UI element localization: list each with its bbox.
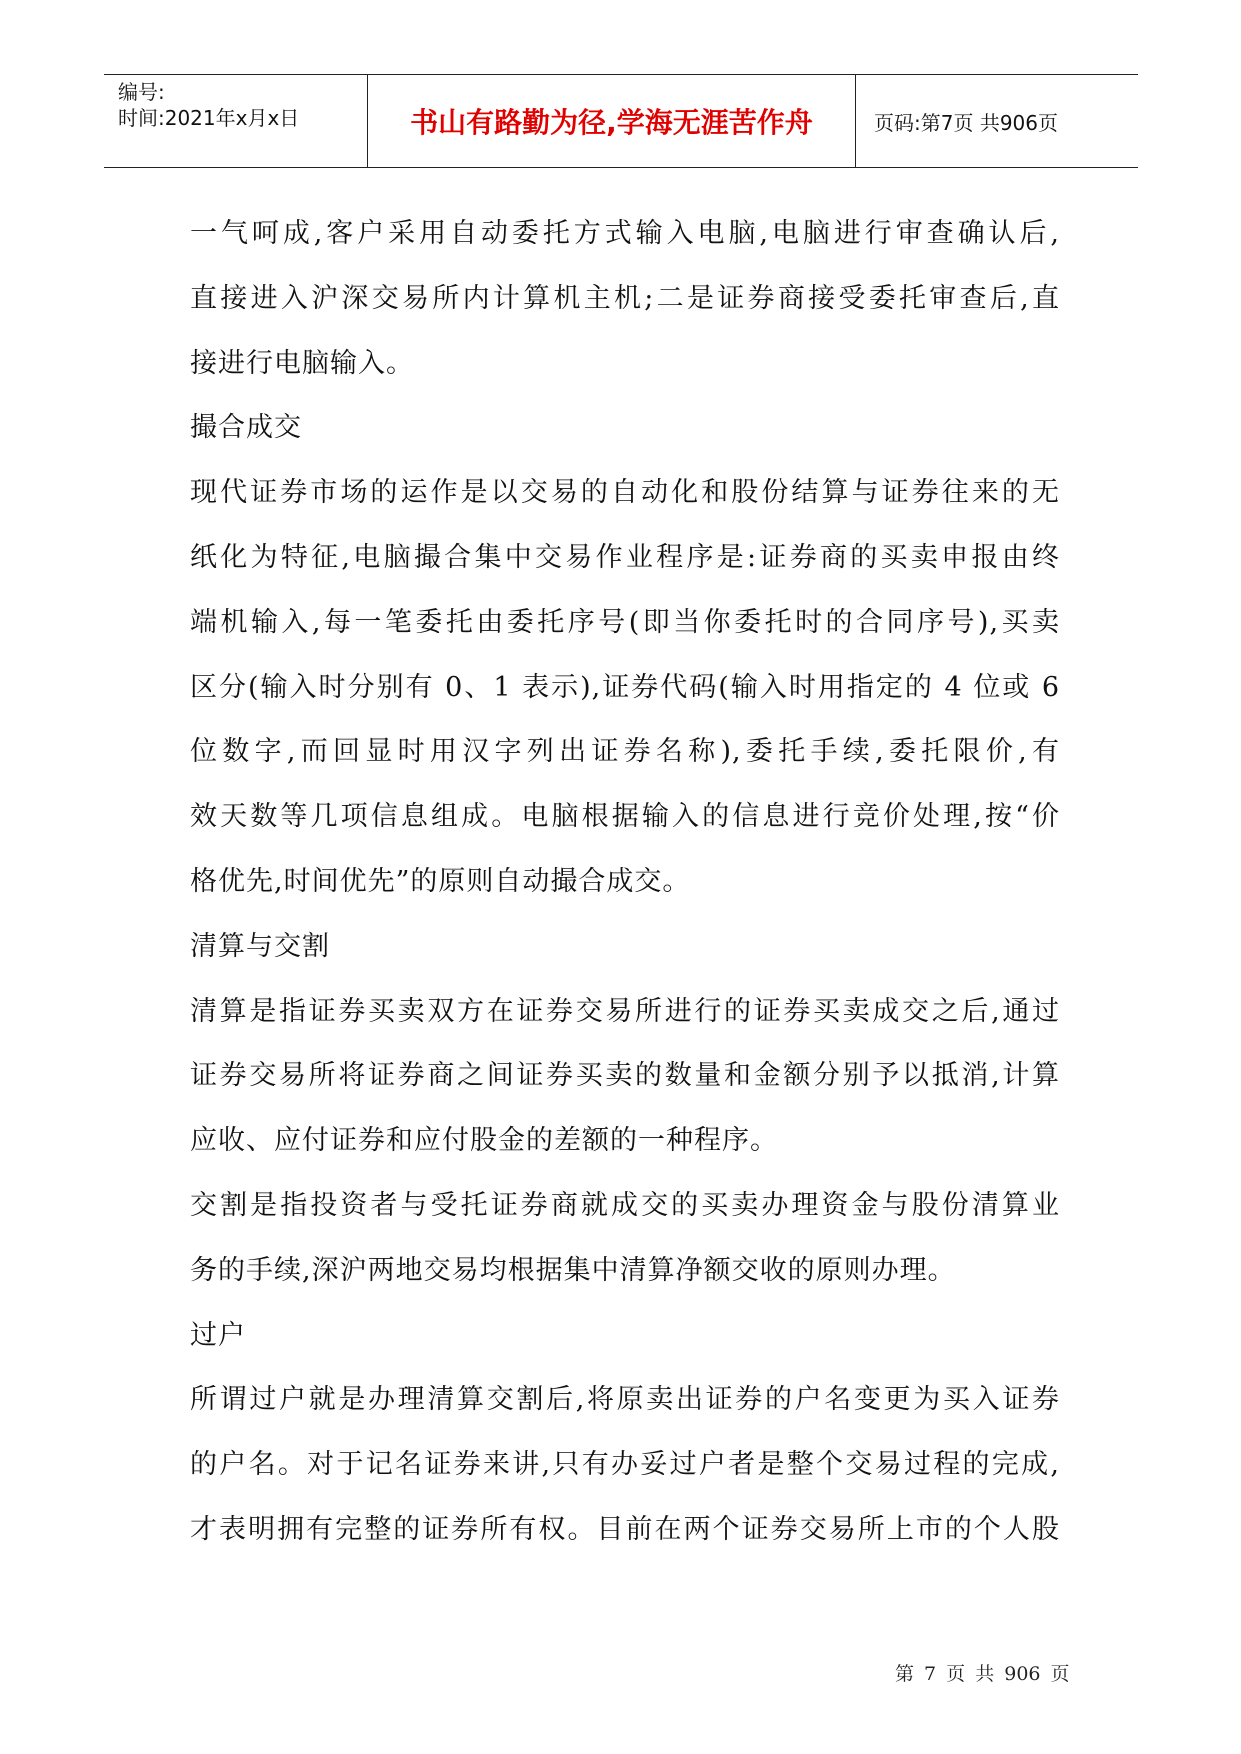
document-body [190, 202, 1060, 1563]
body-line: 直接进入沪深交易所内计算机主机;二是证券商接受委托审查后,直 [190, 282, 1060, 314]
header-page-info: 页码:第7页 共906页 [874, 110, 1058, 135]
body-line: 才表明拥有完整的证券所有权。目前在两个证券交易所上市的个人股 [190, 1513, 1060, 1545]
section-heading: 撮合成交 [190, 412, 302, 444]
body-line: 清算是指证券买卖双方在证券交易所进行的证券买卖成交之后,通过 [190, 995, 1060, 1027]
body-line: 端机输入,每一笔委托由委托序号(即当你委托时的合同序号),买卖 [190, 606, 1060, 638]
body-line: 接进行电脑输入。 [190, 347, 414, 379]
body-line: 纸化为特征,电脑撮合集中交易作业程序是:证券商的买卖申报由终 [190, 541, 1060, 573]
body-line: 区分(输入时分别有 0、1 表示),证券代码(输入时用指定的 4 位或 6 [190, 671, 1060, 703]
document-time-label: 时间:2021年x月x日 [118, 106, 300, 130]
body-line: 的户名。对于记名证券来讲,只有办妥过户者是整个交易过程的完成, [190, 1449, 1060, 1481]
body-line: 格优先,时间优先”的原则自动撮合成交。 [190, 865, 691, 897]
body-line: 现代证券市场的运作是以交易的自动化和股份结算与证券往来的无 [190, 477, 1060, 509]
body-line: 一气呵成,客户采用自动委托方式输入电脑,电脑进行审查确认后, [190, 218, 1060, 249]
body-line: 位数字,而回显时用汉字列出证券名称),委托手续,委托限价,有 [190, 736, 1060, 768]
body-line: 交割是指投资者与受托证券商就成交的买卖办理资金与股份清算业 [190, 1189, 1060, 1221]
header-meta [104, 75, 368, 167]
header-motto: 书山有路勤为径,学海无涯苦作舟 [368, 75, 856, 167]
section-heading: 清算与交割 [190, 930, 330, 962]
page-header [104, 74, 1138, 168]
page-footer: 第 7 页 共 906 页 [895, 1663, 1070, 1685]
body-line: 务的手续,深沪两地交易均根据集中清算净额交收的原则办理。 [190, 1254, 956, 1286]
body-line: 所谓过户就是办理清算交割后,将原卖出证券的户名变更为买入证券 [190, 1384, 1060, 1416]
document-number-label: 编号: [118, 80, 165, 104]
body-line: 证券交易所将证券商之间证券买卖的数量和金额分别予以抵消,计算 [190, 1060, 1060, 1092]
body-line: 效天数等几项信息组成。电脑根据输入的信息进行竞价处理,按“价 [190, 801, 1060, 833]
body-line: 应收、应付证券和应付股金的差额的一种程序。 [190, 1125, 778, 1157]
section-heading: 过户 [190, 1319, 246, 1351]
